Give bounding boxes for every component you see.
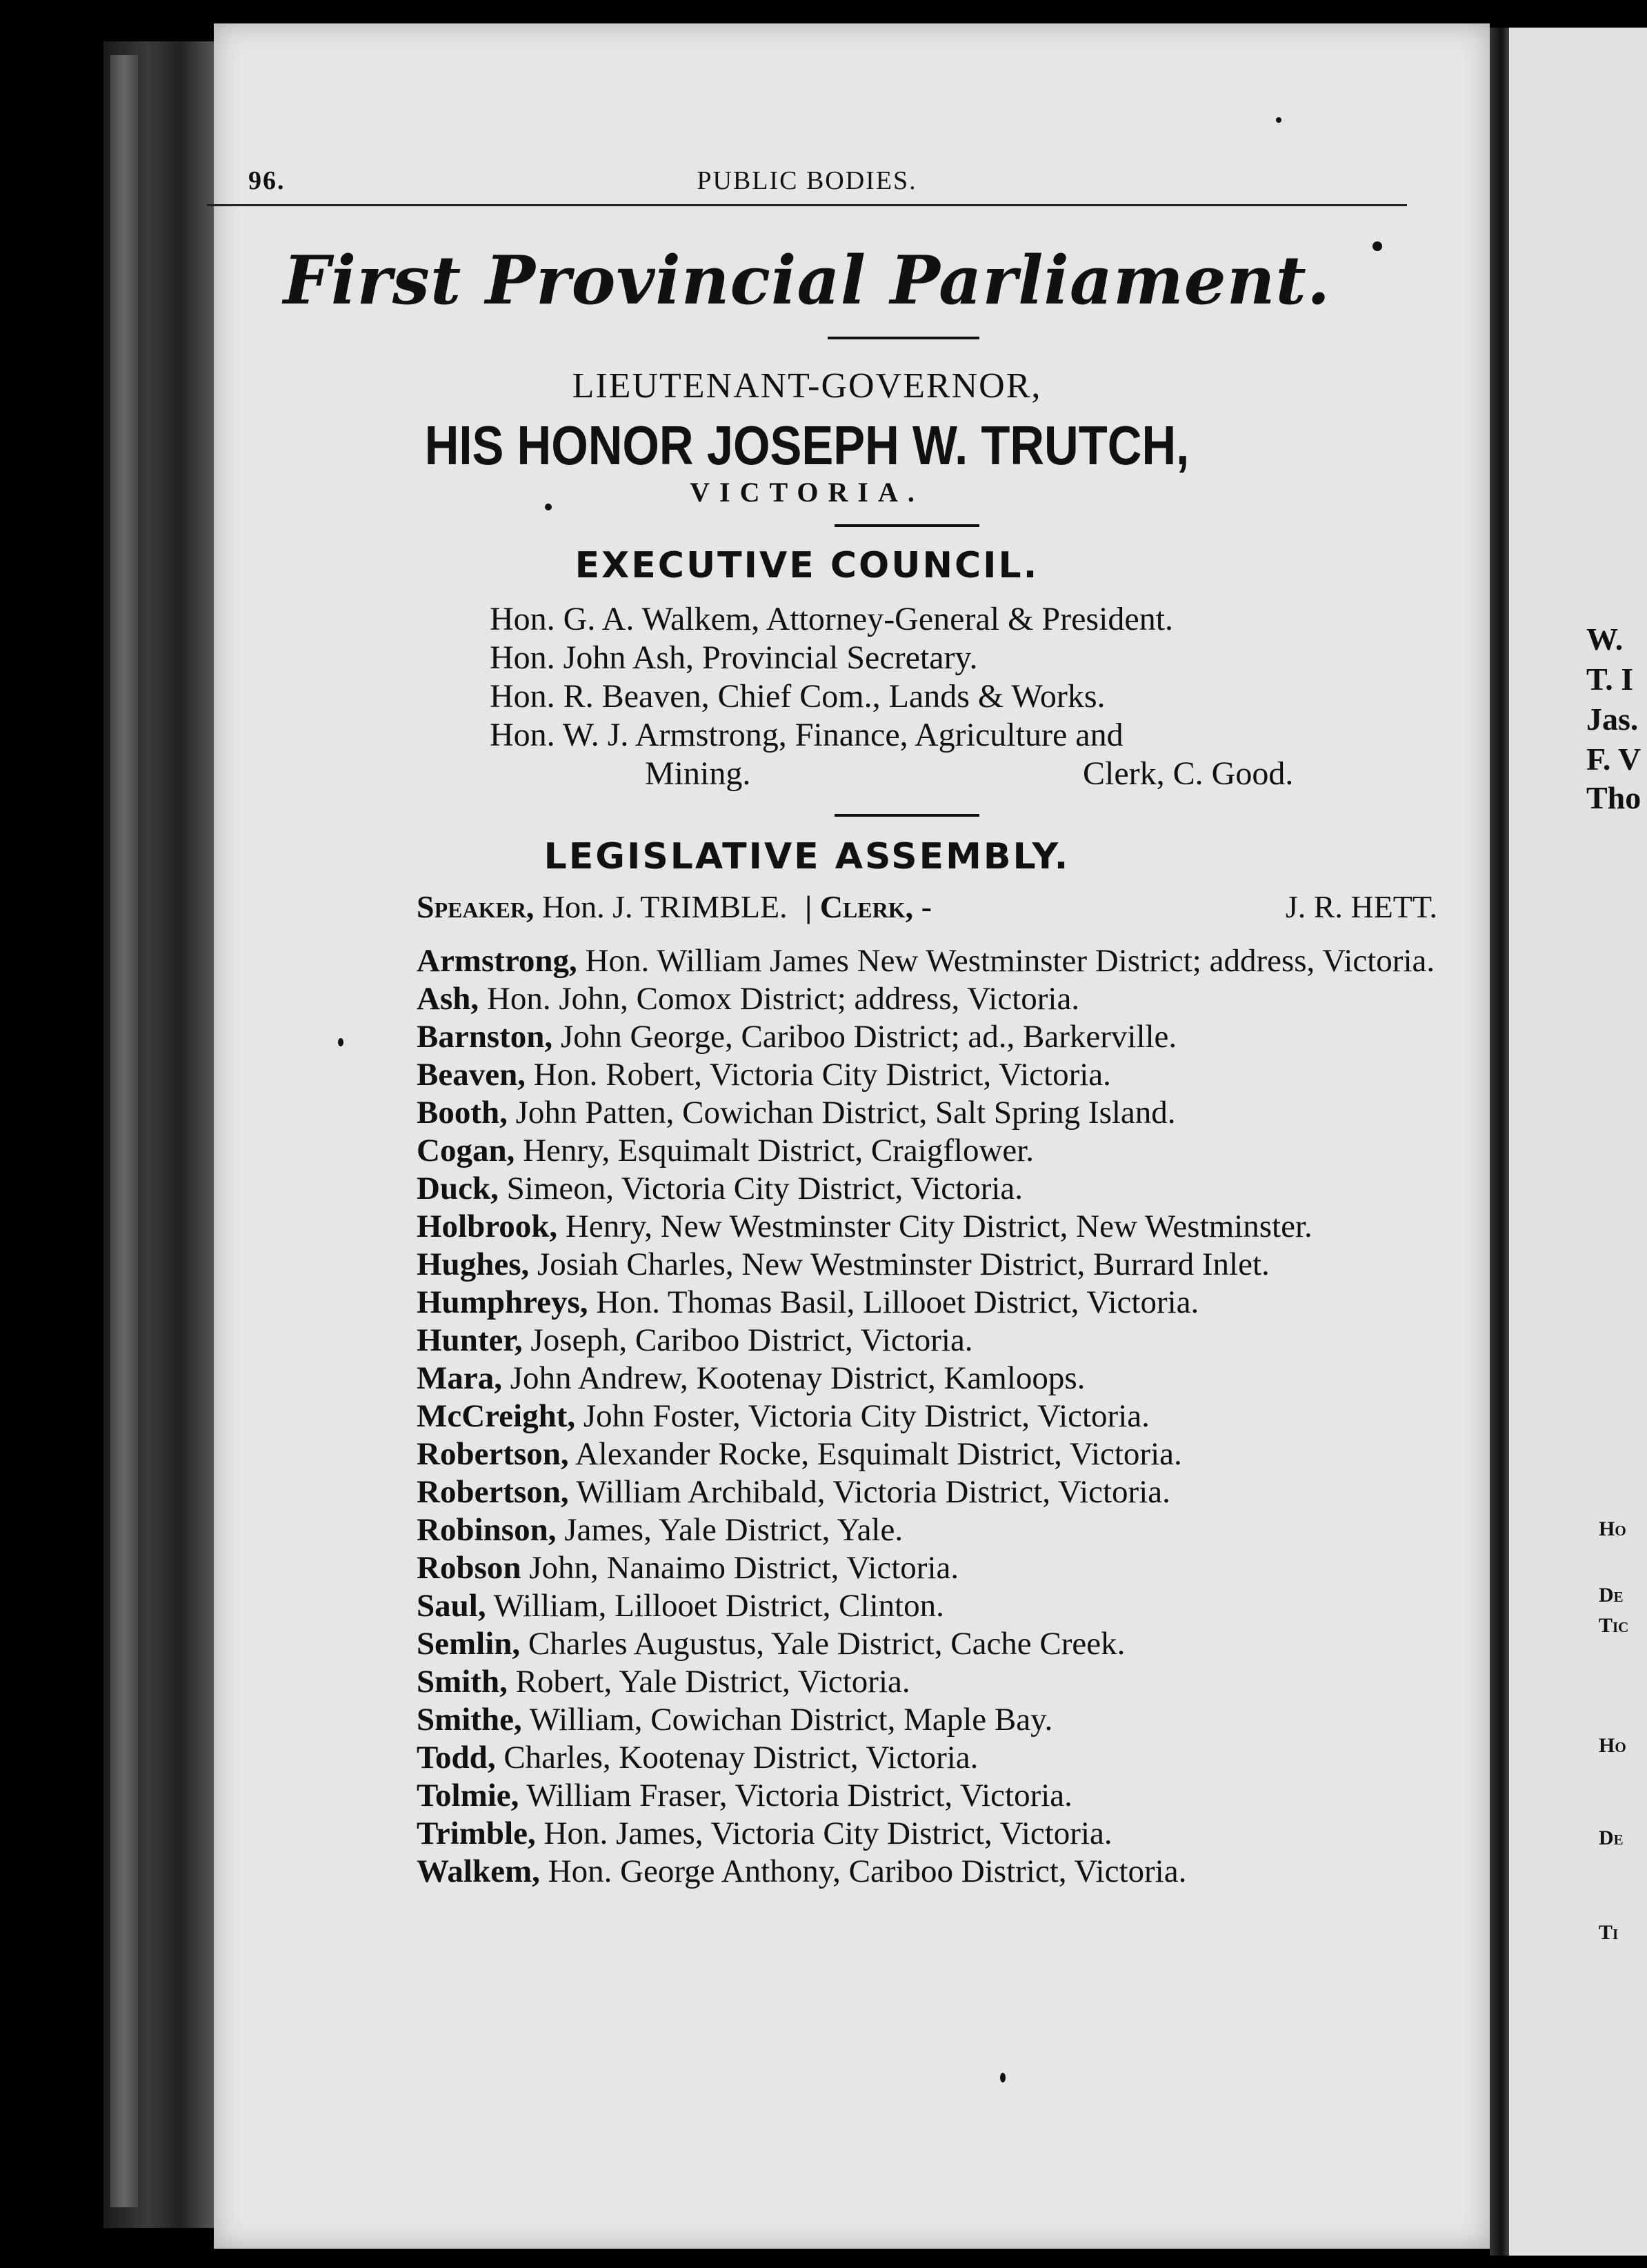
scan-speck <box>338 1038 343 1046</box>
council-clerk: Clerk, C. Good. <box>1083 755 1294 792</box>
facing-page-fragment: Tic <box>1599 1614 1629 1637</box>
list-item: Ash, Hon. John, Comox District; address, Victoria. <box>417 981 1080 1017</box>
list-item: Hunter, Joseph, Cariboo District, Victoria. <box>417 1322 973 1358</box>
list-item: Cogan, Henry, Esquimalt District, Craigflower. <box>417 1133 1035 1168</box>
scan-speck <box>1372 241 1382 251</box>
council-rule <box>835 814 979 817</box>
list-item: Robertson, William Archibald, Victoria District, Victoria. <box>417 1474 1170 1510</box>
list-item: Booth, John Patten, Cowichan District, Salt Spring Island. <box>417 1095 1176 1131</box>
list-item: Robinson, James, Yale District, Yale. <box>417 1512 904 1548</box>
list-item: Trimble, Hon. James, Victoria City District, Victoria. <box>417 1816 1112 1851</box>
list-item: Walkem, Hon. George Anthony, Cariboo District, Victoria. <box>417 1853 1187 1889</box>
facing-page-fragment: F. V <box>1586 742 1641 777</box>
list-item: Beaven, Hon. Robert, Victoria City District, Victoria. <box>417 1057 1111 1093</box>
facing-page-fragment: Ti <box>1599 1921 1619 1944</box>
facing-page-fragment: Tho <box>1586 780 1641 815</box>
lieutenant-governor-location: VICTORIA. <box>690 477 924 508</box>
clerk-label: | Clerk, - <box>805 889 932 924</box>
lieutenant-governor-name: HIS HONOR JOSEPH W. TRUTCH, <box>424 415 1190 476</box>
running-head <box>207 166 1407 206</box>
facing-page <box>1509 28 1647 2256</box>
council-line: Hon. R. Beaven, Chief Com., Lands & Works. <box>490 678 1106 715</box>
legislative-assembly-heading: LEGISLATIVE ASSEMBLY. <box>543 836 1070 877</box>
list-item: Robson John, Nanaimo District, Victoria. <box>417 1550 959 1586</box>
clerk-name: J. R. HETT. <box>1285 889 1437 924</box>
council-line-continuation <box>490 755 1386 793</box>
facing-page-fragment: T. I <box>1586 662 1634 697</box>
list-item: Robertson, Alexander Rocke, Esquimalt District, Victoria. <box>417 1436 1182 1472</box>
list-item: Smith, Robert, Yale District, Victoria. <box>417 1664 910 1700</box>
running-title: PUBLIC BODIES. <box>697 166 917 195</box>
executive-council-list <box>490 600 1386 793</box>
members-list <box>417 942 1437 1891</box>
spine-highlight <box>110 55 138 2207</box>
council-line: Hon. W. J. Armstrong, Finance, Agriculture and <box>490 717 1124 753</box>
list-item: Barnston, John George, Cariboo District; ad., Barkerville. <box>417 1019 1177 1055</box>
list-item: Holbrook, Henry, New Westminster City District, New Westminster. <box>417 1208 1312 1244</box>
facing-page-fragment: Ho <box>1599 1734 1626 1757</box>
scan-speck <box>545 504 552 510</box>
list-item: Hughes, Josiah Charles, New Westminster District, Burrard Inlet. <box>417 1246 1270 1282</box>
list-item: Todd, Charles, Kootenay District, Victoria. <box>417 1740 979 1775</box>
facing-page-fragment: W. <box>1586 621 1624 657</box>
lieutenant-governor-label: LIEUTENANT-GOVERNOR, <box>572 366 1042 406</box>
executive-council-heading: EXECUTIVE COUNCIL. <box>575 545 1039 586</box>
list-item: Mara, John Andrew, Kootenay District, Kamloops. <box>417 1360 1086 1396</box>
council-line: Hon. John Ash, Provincial Secretary. <box>490 639 978 676</box>
list-item: Smithe, William, Cowichan District, Maple Bay. <box>417 1702 1053 1738</box>
scan-speck <box>1000 2073 1006 2082</box>
list-item: McCreight, John Foster, Victoria City District, Victoria. <box>417 1398 1150 1434</box>
page-title: First Provincial Parliament. <box>283 241 1331 319</box>
speaker-label: Speaker, <box>417 889 535 924</box>
governor-rule <box>835 524 979 527</box>
council-continuation: Mining. <box>645 755 751 792</box>
facing-page-fragment: De <box>1599 1827 1624 1849</box>
speaker-line <box>417 888 1437 925</box>
list-item: Duck, Simeon, Victoria City District, Victoria. <box>417 1171 1024 1206</box>
facing-page-fragment: Ho <box>1599 1518 1626 1540</box>
council-line: Hon. G. A. Walkem, Attorney-General & President. <box>490 601 1174 637</box>
title-rule <box>828 337 979 339</box>
facing-page-fragment: Jas. <box>1586 702 1639 737</box>
page-gutter <box>1490 28 1509 2256</box>
list-item: Saul, William, Lillooet District, Clinton. <box>417 1588 944 1624</box>
speaker-name: Hon. J. TRIMBLE. <box>541 889 788 924</box>
list-item: Armstrong, Hon. William James New Westminster District; address, Victoria. <box>417 943 1435 979</box>
facing-page-fragment: De <box>1599 1584 1624 1606</box>
list-item: Tolmie, William Fraser, Victoria District, Victoria. <box>417 1778 1072 1813</box>
list-item: Semlin, Charles Augustus, Yale District, Cache Creek. <box>417 1626 1126 1662</box>
list-item: Humphreys, Hon. Thomas Basil, Lillooet District, Victoria. <box>417 1284 1199 1320</box>
page-number: 96. <box>248 166 286 195</box>
scan-speck <box>1276 117 1281 123</box>
